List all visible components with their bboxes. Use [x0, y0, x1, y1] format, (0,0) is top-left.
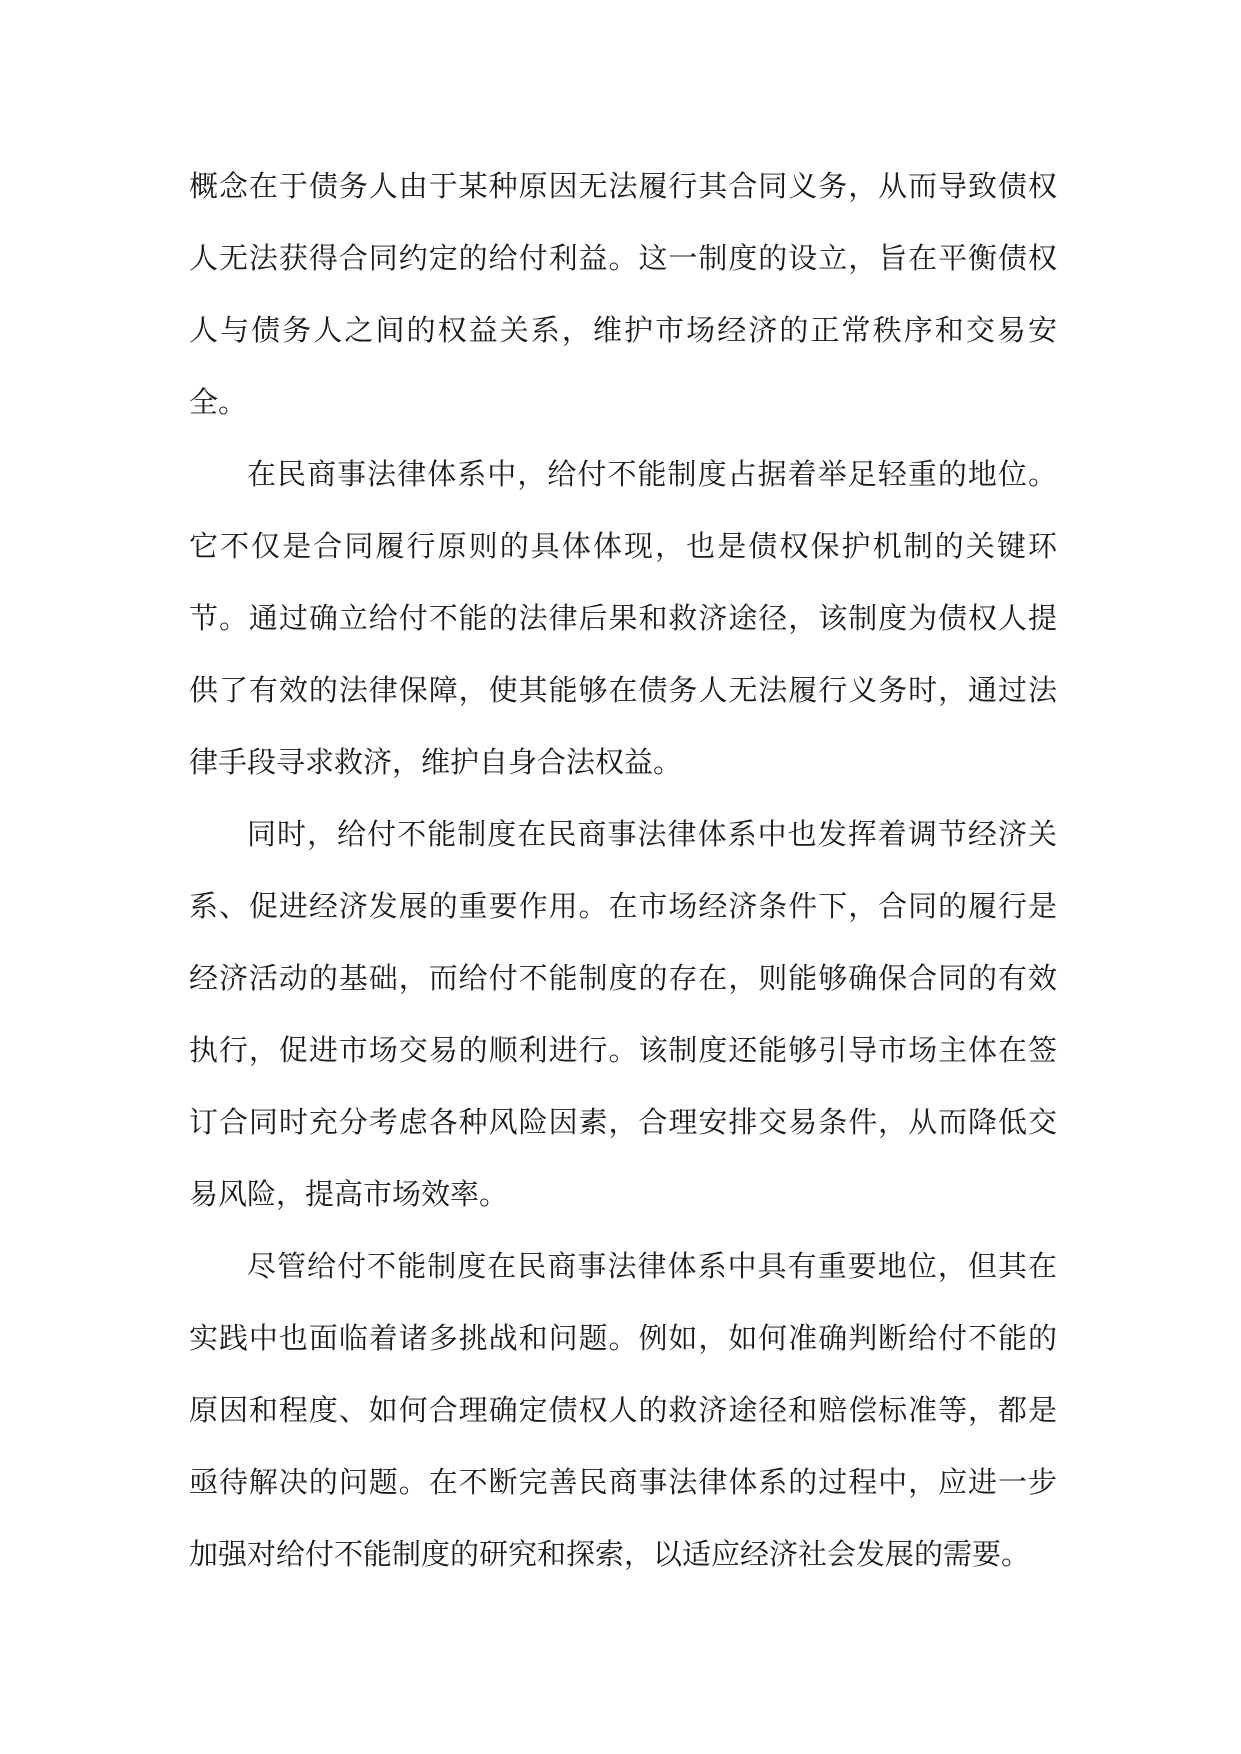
- paragraph-1: 概念在于债务人由于某种原因无法履行其合同义务，从而导致债权人无法获得合同约定的给付利益。这一制度的设立，旨在平衡债权人与债务人之间的权益关系，维护市场经济的正常秩序和交易安全。: [189, 169, 1057, 419]
- paragraph-4: 尽管给付不能制度在民商事法律体系中具有重要地位，但其在实践中也面临着诸多挑战和问题。例如，如何准确判断给付不能的原因和程度、如何合理确定债权人的救济途径和赔偿标准等，都是亟待解决的问题。在不断完善民商事法律体系的过程中，应进一步加强对给付不能制度的研究和探索，以适应经济社会发展的需要。: [189, 1249, 1057, 1571]
- paragraph-2: 在民商事法律体系中，给付不能制度占据着举足轻重的地位。它不仅是合同履行原则的具体体现，也是债权保护机制的关键环节。通过确立给付不能的法律后果和救济途径，该制度为债权人提供了有效的法律保障，使其能够在债务人无法履行义务时，通过法律手段寻求救济，维护自身合法权益。: [189, 457, 1057, 779]
- document-body: [189, 150, 1057, 1590]
- paragraph-3: 同时，给付不能制度在民商事法律体系中也发挥着调节经济关系、促进经济发展的重要作用。在市场经济条件下，合同的履行是经济活动的基础，而给付不能制度的存在，则能够确保合同的有效执行，促进市场交易的顺利进行。该制度还能够引导市场主体在签订合同时充分考虑各种风险因素，合理安排交易条件，从而降低交易风险，提高市场效率。: [189, 817, 1057, 1211]
